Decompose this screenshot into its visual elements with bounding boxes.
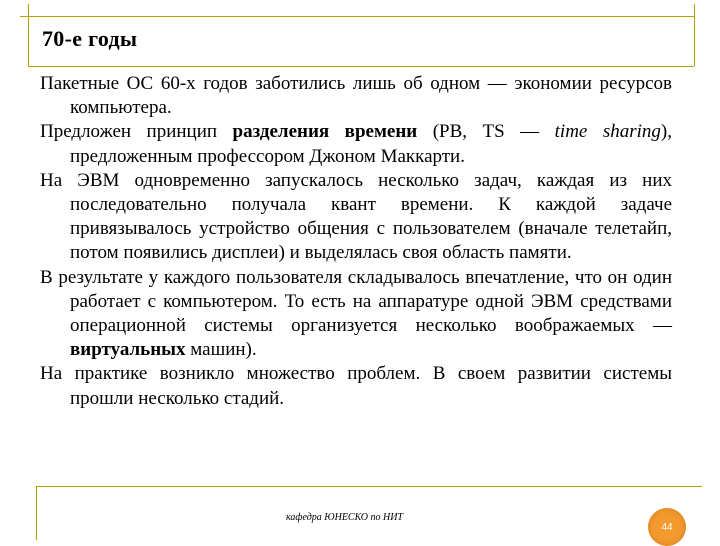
frame-left-line	[28, 4, 29, 66]
paragraph-text: На практике возникло множество проблем. В своем развитии системы прошли несколько стадий.	[40, 363, 672, 409]
bold-term: разделения времени	[232, 121, 418, 143]
paragraph-text: (РВ, TS —	[417, 121, 555, 143]
frame-right-line	[694, 4, 695, 66]
paragraph-text: В результате у каждого пользователя складывалось впечатление, что он один работает с компьютером. То есть на аппаратуре одной ЭВМ средствами операционной системы организуется несколько воображаемых —	[40, 266, 672, 337]
frame-footer-line	[36, 486, 702, 487]
frame-title-underline	[28, 66, 694, 67]
paragraph-text: Предложен принцип	[40, 121, 233, 143]
paragraph-text: На ЭВМ одновременно запускалось несколько задач, каждая из них последовательно получала квант времени. К каждой задаче привязывалось устройство общения с пользователем (вначале телетайп, потом появились дисплеи) и выделялась своя область памяти.	[40, 169, 672, 264]
page-number-badge	[648, 508, 686, 546]
paragraph-text: ), предложенным профессором Джоном Маккарти.	[70, 121, 672, 167]
bold-term: виртуальных	[70, 339, 186, 361]
slide-title: 70-е годы	[42, 26, 138, 51]
slide-body	[40, 72, 672, 411]
paragraph-5	[40, 362, 672, 410]
paragraph-2	[40, 120, 672, 168]
paragraph-text: Пакетные ОС 60-х годов заботились лишь об одном — экономии ресурсов компьютера.	[40, 73, 672, 119]
paragraph-3	[40, 169, 672, 266]
paragraph-1	[40, 72, 672, 120]
paragraph-4	[40, 266, 672, 363]
italic-term: time sharing	[554, 121, 661, 143]
page-number: 44	[661, 521, 673, 533]
frame-footer-left-line	[36, 486, 37, 540]
paragraph-text: машин).	[185, 339, 257, 361]
footer-text: кафедра ЮНЕСКО по НИТ	[286, 512, 403, 523]
frame-top-line	[20, 16, 694, 17]
